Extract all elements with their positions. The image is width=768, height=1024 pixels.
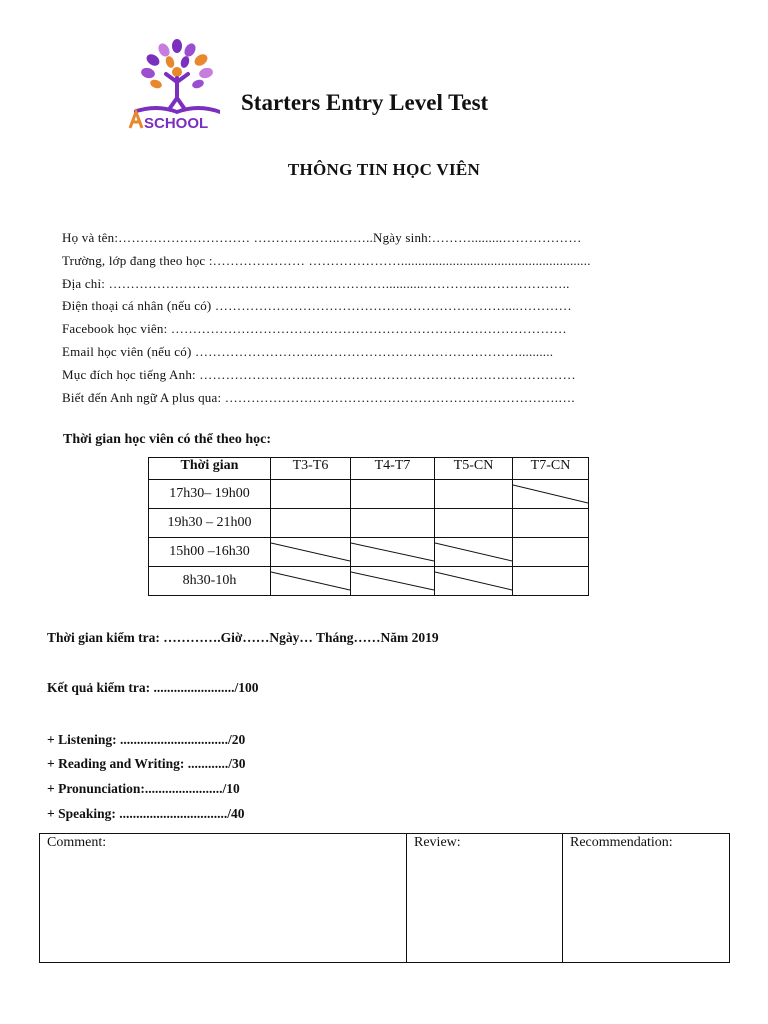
schedule-header-t5-cn: T5-CN: [435, 458, 513, 480]
schedule-row: [149, 480, 589, 509]
recommendation-box[interactable]: [563, 834, 730, 963]
unavailable-slash: [435, 538, 512, 566]
schedule-cell[interactable]: [513, 567, 589, 596]
score-pronunciation[interactable]: + Pronunciation:......................./10: [47, 781, 240, 796]
field-address[interactable]: Địa chỉ: ………………………………………………………...........…………..………………..: [62, 276, 570, 291]
school-logo: [126, 36, 228, 130]
unavailable-slash: [351, 567, 434, 595]
schedule-header-t7-cn: T7-CN: [513, 458, 589, 480]
schedule-header-t4-t7: T4-T7: [351, 458, 435, 480]
field-school-class[interactable]: Trường, lớp đang theo học :………………… ………………….......................................................: [62, 253, 591, 268]
comment-box[interactable]: [40, 834, 407, 963]
schedule-cell[interactable]: [435, 567, 513, 596]
schedule-row: [149, 538, 589, 567]
schedule-cell[interactable]: [513, 538, 589, 567]
schedule-row-label: 15h00 –16h30: [149, 538, 271, 567]
unavailable-slash: [271, 567, 350, 595]
field-phone[interactable]: Điện thoại cá nhân (nếu có) …………………………………………………………....…………: [62, 298, 572, 313]
schedule-row-label: 17h30– 19h00: [149, 480, 271, 509]
unavailable-slash: [513, 480, 588, 508]
unavailable-slash: [271, 538, 350, 566]
schedule-row: [149, 509, 589, 538]
field-email[interactable]: Email học viên (nếu có) ………………………..………………………………………..........: [62, 344, 554, 359]
schedule-header-t3-t6: T3-T6: [271, 458, 351, 480]
comment-label: Comment:: [47, 835, 107, 850]
schedule-cell[interactable]: [351, 538, 435, 567]
schedule-cell[interactable]: [351, 480, 435, 509]
tree-of-people-book-logo-icon: [126, 36, 228, 130]
schedule-cell[interactable]: [435, 509, 513, 538]
field-full-name[interactable]: Họ và tên:………………………… ………………..……..Ngày sinh:……….........………………: [62, 230, 582, 245]
test-result-line[interactable]: Kết quả kiểm tra: ......................../100: [47, 680, 259, 695]
unavailable-slash: [351, 538, 434, 566]
schedule-cell[interactable]: [513, 509, 589, 538]
schedule-cell[interactable]: [435, 480, 513, 509]
score-reading-writing[interactable]: + Reading and Writing: ............/30: [47, 756, 246, 771]
schedule-cell[interactable]: [271, 538, 351, 567]
schedule-header-time: Thời gian: [149, 458, 271, 480]
schedule-cell[interactable]: [435, 538, 513, 567]
schedule-row-label: 8h30-10h: [149, 567, 271, 596]
schedule-cell[interactable]: [271, 509, 351, 538]
field-referral[interactable]: Biết đến Anh ngữ A plus qua: ………………………………………………………………….….: [62, 390, 575, 405]
score-listening[interactable]: + Listening: ................................/20: [47, 732, 246, 747]
schedule-cell[interactable]: [271, 567, 351, 596]
schedule-cell[interactable]: [351, 567, 435, 596]
section-heading: THÔNG TIN HỌC VIÊN: [287, 160, 481, 179]
schedule-header-row: [149, 458, 589, 480]
schedule-table: [148, 457, 589, 596]
test-time-line[interactable]: Thời gian kiểm tra: ………….Giờ……Ngày… Tháng……Năm 2019: [47, 630, 439, 645]
logo-text: SCHOOL: [144, 115, 209, 130]
review-box: [39, 833, 730, 963]
schedule-row: [149, 567, 589, 596]
schedule-row-label: 19h30 – 21h00: [149, 509, 271, 538]
page-title: Starters Entry Level Test: [241, 90, 489, 115]
score-speaking[interactable]: + Speaking: ................................/40: [47, 806, 245, 821]
schedule-title: Thời gian học viên có thể theo học:: [63, 432, 272, 447]
field-facebook[interactable]: Facebook học viên: ………………………………………………………………………………: [62, 321, 567, 336]
schedule-cell[interactable]: [271, 480, 351, 509]
unavailable-slash: [435, 567, 512, 595]
field-purpose[interactable]: Mục đích học tiếng Anh: ……………………..……………………………………………………: [62, 367, 576, 382]
recommendation-label: Recommendation:: [570, 835, 673, 850]
schedule-cell[interactable]: [513, 480, 589, 509]
review-cell[interactable]: [407, 834, 563, 963]
schedule-cell[interactable]: [351, 509, 435, 538]
review-label: Review:: [414, 835, 461, 850]
